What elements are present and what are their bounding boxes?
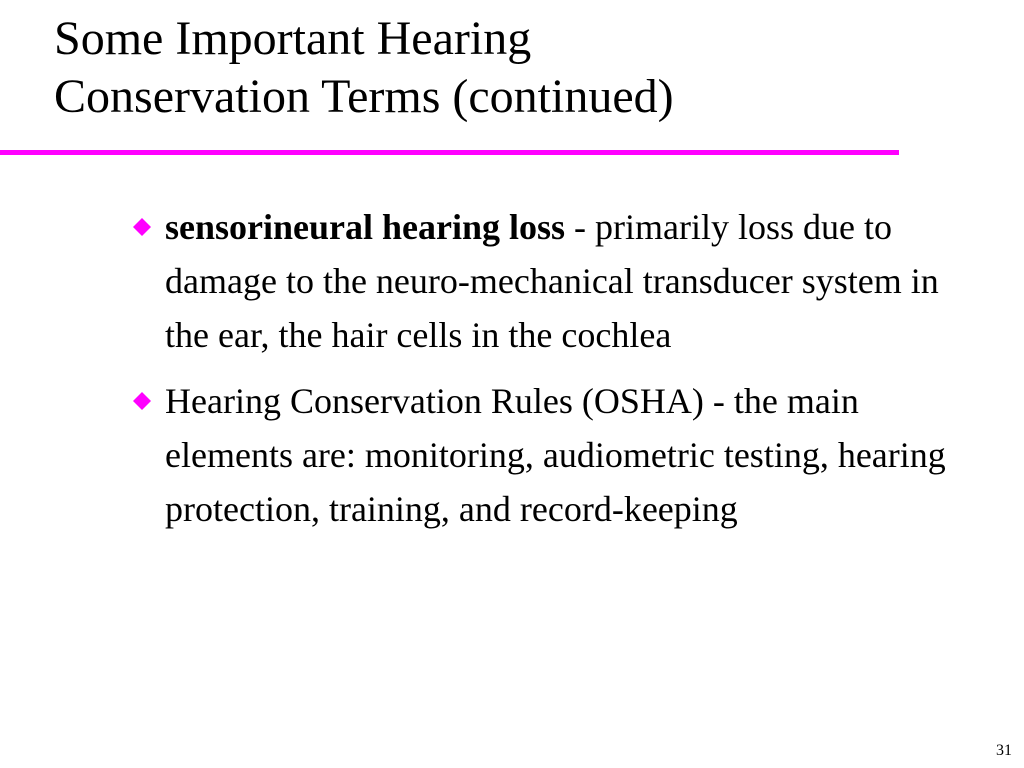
title-line-2: Conservation Terms (continued) (54, 70, 674, 123)
slide-number: 31 (996, 742, 1012, 759)
bullet-text: - primarily loss due to damage to the neuro-mechanical transducer system in the ear, the hair cells in the cochlea (165, 207, 939, 355)
diamond-bullet-icon (132, 217, 152, 237)
bullet-item-sensorineural (130, 200, 970, 362)
bullet-term: sensorineural hearing loss (165, 207, 566, 247)
bullet-list (130, 200, 970, 548)
slide-title (54, 10, 934, 126)
diamond-bullet-icon (132, 391, 152, 411)
bullet-text: Hearing Conservation Rules (OSHA) - the main elements are: monitoring, audiometric testing, hearing protection, training, and record-keeping (165, 381, 946, 529)
title-line-1: Some Important Hearing (54, 12, 532, 65)
bullet-item-osha-rules (130, 374, 970, 536)
title-divider (0, 150, 899, 155)
